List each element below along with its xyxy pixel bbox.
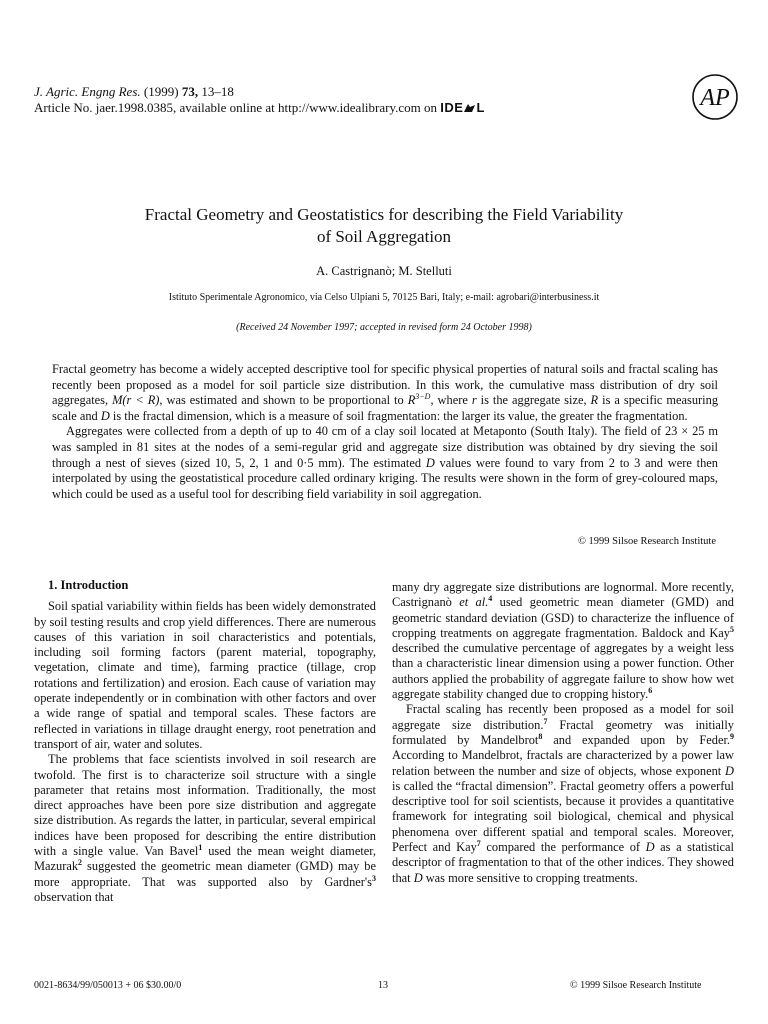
ideal-logo: IDE L xyxy=(440,100,485,115)
abstract xyxy=(52,362,718,502)
affiliation: Istituto Sperimentale Agronomico, via Celso Ulpiani 5, 70125 Bari, Italy; e-mail: agrobari@interbusiness.it xyxy=(168,292,600,303)
journal-name: J. Agric. Engng Res. xyxy=(34,84,141,99)
ideal-hand-icon xyxy=(463,102,476,113)
citation-ref: 3 xyxy=(372,873,376,883)
abstract-copyright: © 1999 Silsoe Research Institute xyxy=(577,536,716,547)
footer-copyright: © 1999 Silsoe Research Institute xyxy=(570,980,702,991)
left-column xyxy=(34,578,376,905)
citation-ref: 1 xyxy=(198,842,203,852)
body-paragraph: The problems that face scientists involved in soil research are twofold. The first is to characterize soil structure with a single parameter that retains most information. Traditionally, the most direct approaches have been pore size distribution and aggregate size distribution. As regards the latter, in particular, several empirical indices have been proposed for describing the entire distribution with a single value. Van Bavel$^1$ used the mean weight diameter, Mazurak$^2$ suggested the geometric mean diameter (GMD) may be more appropriate. That was supported also by $Gardner's^3$ observation that xyxy=(34,752,376,904)
citation-ref: 5 xyxy=(730,624,734,634)
page-number: 13 xyxy=(378,980,388,991)
footer-issn: 0021-8634/99/050013 + 06 $30.00/0 xyxy=(34,980,182,991)
abstract-paragraph: Fractal geometry has become a widely accepted descriptive tool for specific physical properties of natural soils and fractal scaling has recently been proposed as a model for soil particle size distribution. In this work, the cumulative mass distribution of dry soil aggregates, M(r < R), was estimated and shown to be proportional to $R^{3-D}$, where r is the aggregate size, R is a specific measuring scale and D is the fractal dimension, which is a measure of soil fragmentation: the larger its value, the greater the fragmentation. xyxy=(52,362,719,423)
authors: A. Castrignanò; M. Stelluti xyxy=(316,264,452,278)
citation-ref: 9 xyxy=(730,731,734,741)
publisher-logo-text: AP xyxy=(700,85,730,111)
paper-title: Fractal Geometry and Geostatistics for describing the Field Variability of Soil Aggregation xyxy=(144,205,624,246)
citation-ref: 8 xyxy=(538,731,543,741)
body-paragraph: Fractal scaling has recently been proposed as a model for soil aggregate size distribution.$^7$ Fractal geometry was initially formulated by Mandelbrot$^8$ and expanded upon by Feder.$^9$ According to Mandelbrot, fractals are characterized by a power law relation between the number and size of objects, whose exponent D is called the “fractal dimension”. Fractal geometry offers a powerful descriptive tool for soil scientists, because it provides a quantitative framework for integrating soil biological, chemical and physical phenomena over different spatial and temporal scales. Moreover, Perfect and Kay$^7$ compared the performance of D as a statistical descriptor of fragmentation to that of the other indices. They showed that D was more sensitive to cropping treatments. xyxy=(392,702,734,885)
citation-line: J. Agric. Engng Res. (1999) 73, 13–18 xyxy=(34,84,234,99)
volume: 73, xyxy=(181,84,199,99)
citation-ref: 6 xyxy=(648,685,653,695)
citation-ref: 7 xyxy=(543,716,548,726)
publisher-logo-icon xyxy=(690,72,740,122)
journal-header xyxy=(34,84,485,116)
body-paragraph: many dry aggregate size distributions are lognormal. More recently, Castrignanò et al.$^4$ used geometric mean diameter (GMD) and geometric standard deviation (GSD) to characterize the influence of cropping treatments on aggregate fragmentation. Baldock and Kay$^5$ described the cumulative percentage of aggregates by a weight less than a characteristic linear dimension using a power function. Other authors applied the probability of aggregate failure to show how wet aggregate stability changed due to cropping history.$^6$ xyxy=(392,580,734,702)
citation-ref: 2 xyxy=(78,858,83,868)
received-dates: (Received 24 November 1997; accepted in revised form 24 October 1998) xyxy=(236,322,532,333)
citation-ref: 7 xyxy=(476,838,481,848)
citation-ref: 4 xyxy=(488,594,493,604)
section-heading: 1. Introduction xyxy=(48,578,129,592)
body-paragraph: Soil spatial variability within fields has been widely demonstrated by soil testing results and crop yield differences. There are numerous causes of this variation in soil characteristics and potentials, including soil forming factors (parent material, topography, vegetation, climate and time), farming practice (tillage, crop rotations and fertilization) and erosion. Each cause of variation may operate independently or in combination with other factors and over a wide range of spatial and temporal scales. These factors are reflected in variations in tillage draught energy, root penetration and transport of air, water and solutes. xyxy=(34,599,376,751)
right-column xyxy=(392,580,734,886)
article-line: Article No. jaer.1998.0385, available online at http://www.idealibrary.com on IDE L xyxy=(34,100,485,115)
abstract-paragraph: Aggregates were collected from a depth of up to 40 cm of a clay soil located at Metaponto (South Italy). The field of 23 × 25 m was sampled in 81 sites at the nodes of a semi-regular grid and aggregate size distribution was obtained by dry sieving the soil through a nest of sieves (sized 10, 5, 2, 1 and 0·5 mm). The estimated D values were found to vary from 2 to 3 and were then interpolated by using the geostatistical procedure called ordinary kriging. The results were shown in the form of grey-coloured maps, which could be used as a useful tool for describing field variability in soil aggregation. xyxy=(52,424,718,501)
